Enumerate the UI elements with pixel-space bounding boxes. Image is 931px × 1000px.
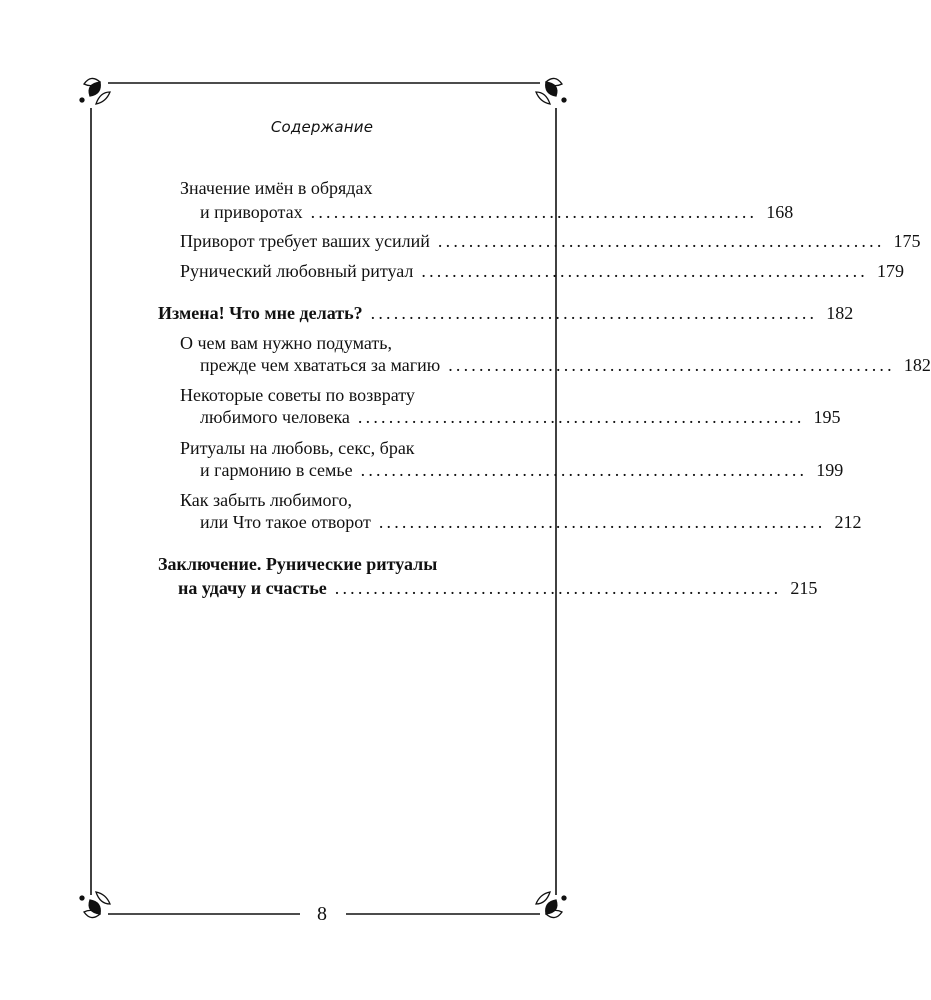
toc-entry[interactable]	[200, 406, 841, 428]
toc-entry[interactable]	[200, 459, 844, 481]
toc-entry-line	[180, 437, 415, 459]
toc-chapter-title: на удачу и счастье	[178, 578, 327, 598]
leader-dots: ..........................................................	[360, 460, 808, 480]
toc-page-number: 199	[816, 460, 844, 480]
toc-chapter-title: Измена! Что мне делать?	[158, 303, 363, 323]
toc-entry[interactable]	[200, 511, 862, 533]
toc-entry-title: Ритуалы на любовь, секс, брак	[180, 438, 415, 458]
toc-entry-line	[180, 332, 392, 354]
toc-page-number: 182	[826, 303, 854, 323]
toc-entry-title: прежде чем хвататься за магию	[200, 355, 441, 375]
toc-entry-title: и гармонию в семье	[200, 460, 353, 480]
toc-entry[interactable]	[180, 260, 904, 282]
toc-page-number: 175	[893, 231, 921, 251]
leader-dots: ..........................................................	[448, 355, 895, 375]
toc-entry[interactable]	[200, 201, 794, 223]
leader-dots: ..........................................................	[334, 578, 782, 598]
toc-chapter-entry[interactable]	[158, 302, 854, 324]
toc-entry-title: Приворот требует ваших усилий	[180, 231, 430, 251]
toc-entry-line	[180, 489, 352, 511]
toc-entry[interactable]	[200, 354, 931, 376]
toc-entry-title: и приворотах	[200, 202, 303, 222]
toc-entry-title: Значение имён в обрядах	[180, 178, 373, 198]
toc-chapter-entry-line	[158, 553, 437, 575]
toc-entry-title: Как забыть любимого,	[180, 490, 352, 510]
leader-dots: ..........................................................	[437, 231, 885, 251]
toc-page-number: 195	[813, 407, 841, 427]
toc-entry-title: Рунический любовный ритуал	[180, 261, 414, 281]
toc-entry[interactable]	[180, 230, 921, 252]
toc-entry-title: Некоторые советы по возврату	[180, 385, 415, 405]
toc-page-number: 212	[834, 512, 862, 532]
toc-entry-title: любимого человека	[200, 407, 350, 427]
toc-page-number: 215	[790, 578, 818, 598]
toc-page-number: 182	[903, 355, 931, 375]
toc-page-number: 179	[876, 261, 904, 281]
page-number: 8	[317, 903, 327, 925]
leader-dots: ..........................................................	[357, 407, 805, 427]
leader-dots: ..........................................................	[370, 303, 818, 323]
toc-chapter-entry[interactable]	[178, 577, 818, 599]
toc-entry-title: О чем вам нужно подумать,	[180, 333, 392, 353]
toc-entry-line	[180, 177, 372, 199]
toc-entry-line	[180, 384, 415, 406]
toc-chapter-title: Заключение. Рунические ритуалы	[158, 554, 438, 574]
toc-entry-title: или Что такое отворот	[200, 512, 371, 532]
toc-page-number: 168	[766, 202, 794, 222]
leader-dots: ..........................................................	[378, 512, 826, 532]
leader-dots: ..........................................................	[310, 202, 758, 222]
leader-dots: ..........................................................	[421, 261, 868, 281]
running-title: Содержание	[270, 118, 374, 136]
